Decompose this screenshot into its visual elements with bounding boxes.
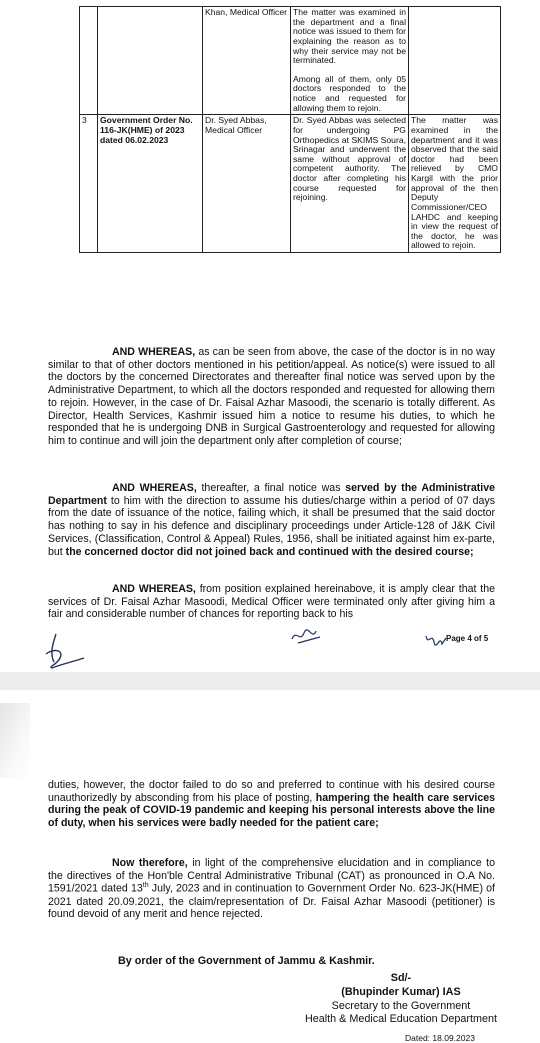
- department: Health & Medical Education Department: [304, 1013, 497, 1026]
- page-number: Page 4 of 5: [446, 634, 489, 643]
- facts-cell: [291, 7, 409, 115]
- initials-mark: [424, 630, 448, 650]
- table-row: [80, 7, 501, 115]
- facts-cell: Dr. Syed Abbas was selected for undergoing PG Orthopedics at SKIMS Soura, Srinagar and underwent the same without approval of competent authority. The doctor after completing his course requested for rejoining.: [291, 115, 409, 253]
- facts-text: The matter was examined in the department and a final notice was issued to them for explaining the reason as to why their service may not be terminated.: [293, 7, 406, 66]
- officer-cell: Khan, Medical Officer: [203, 7, 291, 115]
- paragraph-now-therefore: Now therefore, in light of the comprehensive elucidation and in compliance to the directives of the Hon'ble Central Administrative Tribunal (CAT) as pronounced in O.A No. 1591/2021 dated 13th July, 2023 and in continuation to Government Order No. 623-JK(HME) of 2021 dated 20.09.2021, the claim/representation of Dr. Faisal Azhar Masoodi (petitioner) is found devoid of any merit and hence rejected.: [48, 857, 496, 921]
- order-cell: Government Order No. 116-JK(HME) of 2023 dated 06.02.2023: [98, 115, 203, 253]
- dated-line: Dated: 18.09.2023: [405, 1033, 475, 1043]
- signatory-name: (Bhupinder Kumar) IAS: [341, 985, 461, 998]
- serial-cell: 3: [80, 115, 98, 253]
- order-by-line: By order of the Government of Jammu & Kashmir.: [118, 955, 375, 967]
- paragraph-and-whereas-3: AND WHEREAS, from position explained hereinabove, it is amply clear that the services of Dr. Faisal Azhar Masoodi, Medical Officer were terminated only after giving him a fair and considerable number of chances for reporting back to his: [48, 583, 495, 621]
- paragraph-and-whereas-1: AND WHEREAS, as can be seen from above, the case of the doctor is in no way similar to that of other doctors mentioned in his petition/appeal. As notice(s) were issued to all the doctors by the concerned Directorates and thereafter final notice was served upon by the Administrative Department, to which all the doctors responded and requested for allowing them to rejoin. However, in the case of Dr. Faisal Azhar Masoodi, the scenario is totally different. As Director, Health Services, Kashmir issued him a notice to resume his duties, to which he responded that he is undergoing DNB in Surgical Gastroenterology and requested for allowing him to continue and will join the department only after completion of course;: [48, 346, 495, 447]
- page-separator: [0, 672, 540, 690]
- officer-cell: Dr. Syed Abbas, Medical Officer: [203, 115, 291, 253]
- scan-shadow: [0, 703, 30, 778]
- sd-mark: Sd/-: [390, 972, 412, 984]
- orders-table: [79, 6, 501, 253]
- table-row: [80, 115, 501, 253]
- signature-mark: [40, 632, 88, 672]
- initials-mark: [290, 625, 324, 647]
- facts-text-2: Among all of them, only 05 doctors responded to the notice and requested for allowing them to rejoin.: [293, 73, 406, 113]
- paragraph-and-whereas-2: AND WHEREAS, thereafter, a final notice was served by the Administrative Department to him with the direction to assume his duties/charge within a period of 07 days from the date of issuance of the notice, failing which, it shall be presumed that the said doctor has nothing to say in his defence and disciplinary proceedings under Article-128 of J&K Civil Services, (Classification, Control & Appeal) Rules, 1956, shall be initiated against him ex-parte, but the concerned doctor did not joined back and continued with the desired course;: [48, 482, 495, 558]
- designation: Secretary to the Government: [331, 999, 471, 1012]
- signature-block: [305, 972, 497, 1027]
- remarks-cell: The matter was examined in the department and it was observed that the said doctor had been relieved by CMO Kargil with the prior approval of the then Deputy Commissioner/CEO LAHDC and keeping in view the request of the doctor, he was allowed to rejoin.: [409, 115, 501, 253]
- paragraph-duties: duties, however, the doctor failed to do so and preferred to continue with his desired course unauthorizedly by absconding from his place of posting, hampering the health care services during the peak of COVID-19 pandemic and keeping his personal interests above the line of duty, when his services were badly needed for the patient care;: [48, 779, 496, 830]
